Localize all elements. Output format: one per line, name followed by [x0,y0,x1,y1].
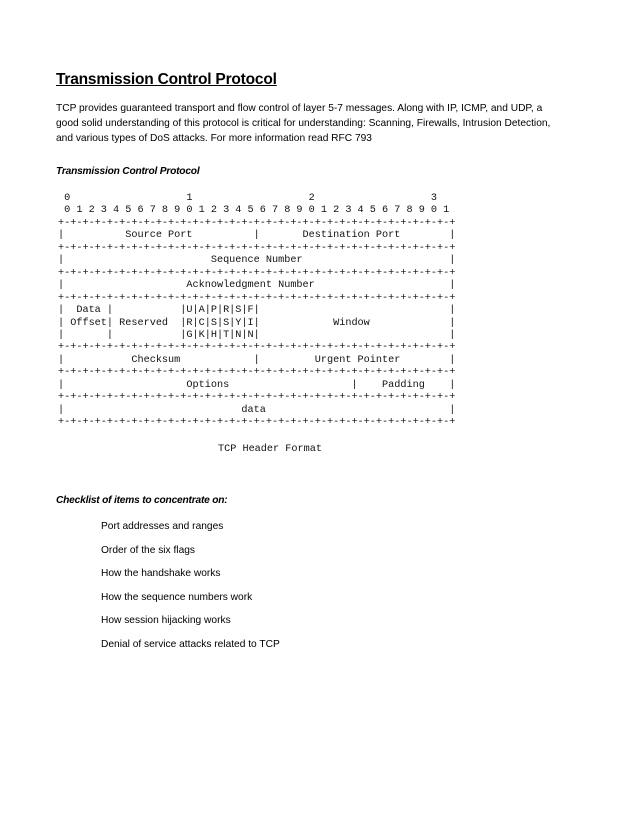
diagram-line: +-+-+-+-+-+-+-+-+-+-+-+-+-+-+-+-+-+-+-+-+-+-+-+-+-+-+-+-+-+-+-+-+ [58,417,456,429]
diagram-heading: Transmission Control Protocol [56,166,200,177]
page-title: Transmission Control Protocol [56,71,277,88]
diagram-line: | Offset| Reserved |R|C|S|S|Y|I| Window | [58,317,456,329]
tcp-header-diagram [58,193,455,430]
intro-line: good solid understanding of this protocol is critical for understanding: Scanning, Firewalls, Intrusion Detection, [56,118,551,129]
diagram-line: | Options | Padding | [58,379,456,391]
diagram-line: 0 1 2 3 [58,193,438,204]
diagram-line: 0 1 2 3 4 5 6 7 8 9 0 1 2 3 4 5 6 7 8 9 0 1 2 3 4 5 6 7 8 9 0 1 [58,205,450,217]
diagram-line: +-+-+-+-+-+-+-+-+-+-+-+-+-+-+-+-+-+-+-+-+-+-+-+-+-+-+-+-+-+-+-+-+ [58,217,456,229]
intro-paragraph [56,101,586,146]
checklist-item: Port addresses and ranges [101,521,224,532]
checklist-heading: Checklist of items to concentrate on: [56,495,228,506]
diagram-line: | Source Port | Destination Port | [58,230,456,242]
checklist-item: Denial of service attacks related to TCP [101,638,280,650]
diagram-line: +-+-+-+-+-+-+-+-+-+-+-+-+-+-+-+-+-+-+-+-+-+-+-+-+-+-+-+-+-+-+-+-+ [58,242,456,254]
checklist-item: How the sequence numbers work [101,591,253,603]
diagram-line: | data | [58,404,456,416]
diagram-line: +-+-+-+-+-+-+-+-+-+-+-+-+-+-+-+-+-+-+-+-+-+-+-+-+-+-+-+-+-+-+-+-+ [58,367,456,379]
diagram-line: | Data | |U|A|P|R|S|F| | [58,305,456,317]
checklist-item: How the handshake works [101,568,221,579]
checklist-item: Order of the six flags [101,544,195,556]
diagram-line: +-+-+-+-+-+-+-+-+-+-+-+-+-+-+-+-+-+-+-+-+-+-+-+-+-+-+-+-+-+-+-+-+ [58,392,456,404]
intro-line: and various types of DoS attacks. For more information read RFC 793 [56,133,372,144]
diagram-line: +-+-+-+-+-+-+-+-+-+-+-+-+-+-+-+-+-+-+-+-+-+-+-+-+-+-+-+-+-+-+-+-+ [58,342,456,354]
diagram-line: | Sequence Number | [58,255,456,267]
checklist [101,520,280,661]
diagram-line: | | |G|K|H|T|N|N| | [58,329,456,341]
intro-line: TCP provides guaranteed transport and flow control of layer 5-7 messages. Along with IP, ICMP, and UDP, a [56,103,543,114]
diagram-line: | Acknowledgment Number | [58,280,456,292]
diagram-caption: TCP Header Format [218,444,322,455]
diagram-line: | Checksum | Urgent Pointer | [58,354,456,366]
diagram-line: +-+-+-+-+-+-+-+-+-+-+-+-+-+-+-+-+-+-+-+-+-+-+-+-+-+-+-+-+-+-+-+-+ [58,292,456,304]
diagram-line: +-+-+-+-+-+-+-+-+-+-+-+-+-+-+-+-+-+-+-+-+-+-+-+-+-+-+-+-+-+-+-+-+ [58,267,456,279]
checklist-item: How session hijacking works [101,615,231,626]
